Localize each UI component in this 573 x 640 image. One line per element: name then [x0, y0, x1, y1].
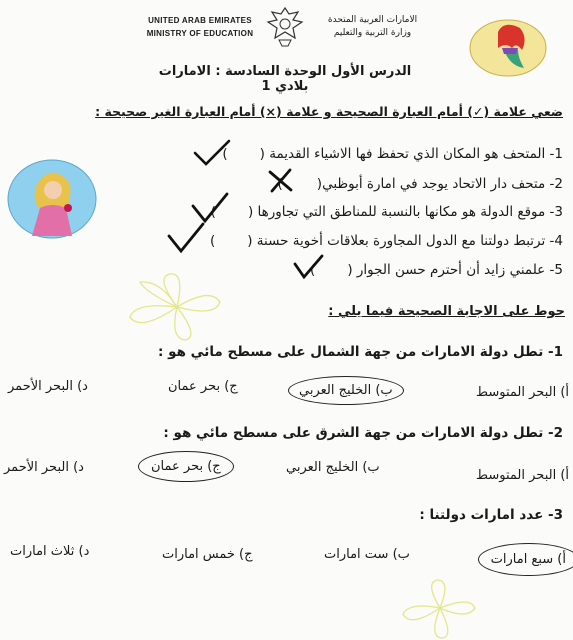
- q3-option-a-circled: أ) سبع امارات: [478, 543, 573, 576]
- statement-5: 5- علمني زايد أن أحترم حسن الجوار (): [310, 262, 563, 278]
- header-arabic: [305, 14, 440, 40]
- section2-instruction: حوط على الاجابة الصحيحة فيما يلي :: [328, 304, 565, 319]
- statement-2: 2- متحف دار الاتحاد يوجد في امارة أبوظبي(): [277, 176, 563, 192]
- flower-doodle-image-2: [395, 578, 485, 640]
- lesson-title: الدرس الأول الوحدة السادسة : الامارات بلادي 1: [158, 64, 412, 94]
- header-arabic-line2: وزارة التربية والتعليم: [333, 28, 412, 38]
- statement-4-text: 4- ترتبط دولتنا مع الدول المجاورة بعلاقات أخوية حسنة (: [247, 233, 563, 249]
- princess-sticker-image: [6, 158, 98, 240]
- check-mark-icon-3: [190, 192, 230, 224]
- question-3: 3- عدد امارات دولتنا :: [419, 507, 563, 523]
- cross-mark-icon-2: [266, 168, 296, 194]
- check-mark-icon-1: [192, 138, 232, 168]
- statement-4: 4- ترتبط دولتنا مع الدول المجاورة بعلاقات أخوية حسنة (): [209, 233, 563, 249]
- q2-option-a: أ) البحر المتوسط: [476, 468, 569, 483]
- section1-instruction: ضعي علامة (✓) أمام العبارة الصحيحة و علامة (×) أمام العبارة الغير صحيحة :: [95, 104, 563, 119]
- question-1: 1- تطل دولة الامارات من جهة الشمال على مسطح مائي هو :: [158, 344, 563, 360]
- check-mark-icon-4: [166, 222, 206, 254]
- header-arabic-line1: الامارات العربية المتحدة: [327, 15, 418, 25]
- statement-5-text: 5- علمني زايد أن أحترم حسن الجوار (: [347, 262, 563, 278]
- header-english-line1: UNITED ARAB EMIRATES: [148, 16, 252, 25]
- q1-option-a: أ) البحر المتوسط: [476, 385, 569, 400]
- header-english-line2: MINISTRY OF EDUCATION: [146, 29, 254, 38]
- statement-2-text: 2- متحف دار الاتحاد يوجد في امارة أبوظبي(: [316, 176, 563, 192]
- statement-3: 3- موقع الدولة هو مكانها بالنسبة للمناطق التي تجاورها (): [210, 204, 563, 220]
- q1-option-d: د) البحر الأحمر: [8, 379, 88, 394]
- statement-1: 1- المتحف هو المكان الذي تحفظ فها الاشياء القديمة (): [222, 146, 563, 162]
- q2-option-c-circled: ج) بحر عمان: [138, 451, 234, 482]
- q3-option-d: د) ثلاث امارات: [10, 544, 90, 559]
- header-english: [140, 14, 260, 40]
- q3-option-b: ب) ست امارات: [324, 547, 410, 562]
- q1-option-c: ج) بحر عمان: [168, 379, 238, 394]
- q2-option-b: ب) الخليج العربي: [286, 460, 380, 475]
- q2-option-d: د) البحر الأحمر: [4, 460, 84, 475]
- q3-option-c: ج) خمس امارات: [162, 547, 253, 562]
- statement-3-text: 3- موقع الدولة هو مكانها بالنسبة للمناطق التي تجاورها (: [247, 204, 563, 220]
- mermaid-sticker-image: [468, 18, 548, 78]
- question-2: 2- تطل دولة الامارات من جهة الشرق على مسطح مائي هو :: [163, 425, 563, 441]
- flower-doodle-image: [115, 272, 240, 342]
- falcon-emblem-icon: [262, 4, 308, 50]
- check-mark-icon-5: [292, 254, 324, 280]
- q1-option-b-circled: ب) الخليج العربي: [288, 376, 404, 405]
- statement-1-text: 1- المتحف هو المكان الذي تحفظ فها الاشياء القديمة (: [259, 146, 563, 162]
